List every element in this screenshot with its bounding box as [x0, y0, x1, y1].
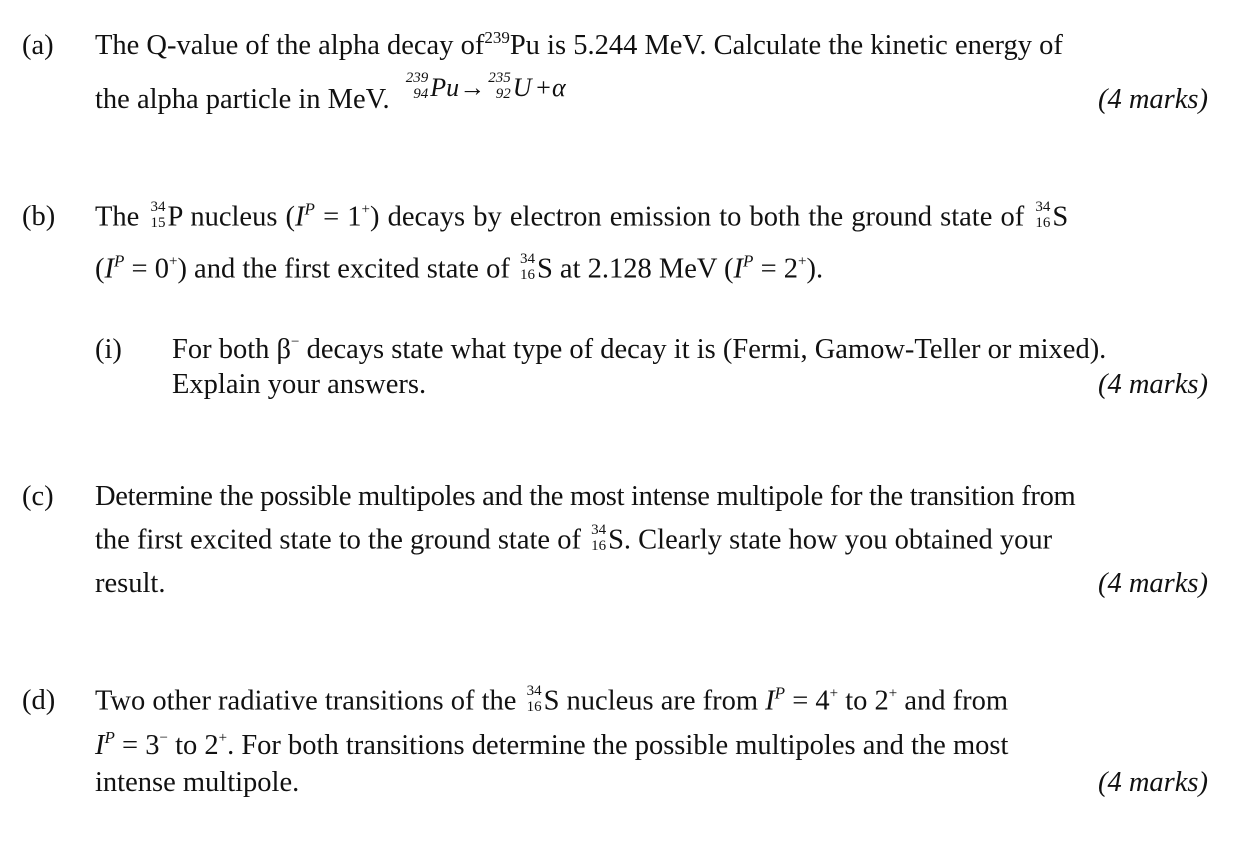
pu-symbol: Pu: [430, 73, 460, 102]
question-a-marks: (4 marks): [1097, 84, 1208, 115]
question-b-i-label: (i): [95, 334, 122, 365]
beta-minus-superscript: −: [291, 334, 300, 350]
s34-symbol-2: S: [536, 253, 553, 285]
spin-value-3: = 3: [122, 730, 160, 761]
s34-indices-2: [520, 251, 535, 283]
spin-value-2: = 2: [760, 253, 799, 285]
question-d-label: (d): [22, 685, 56, 716]
question-c-line2: [95, 522, 1053, 558]
parity-plus-4: +: [829, 685, 839, 702]
spin-parity-symbol: I: [295, 201, 305, 233]
and-from-text: and from: [904, 685, 1009, 717]
parity-plus-3: +: [798, 253, 807, 270]
s34-indices-3: [591, 522, 606, 554]
question-b-i-marks: (4 marks): [1097, 369, 1208, 400]
open-paren: (: [95, 253, 105, 285]
question-b-i-line1: [172, 336, 1106, 365]
question-d-line1-pre: Two other radiative transitions of the: [95, 685, 517, 717]
question-a-text-post: Pu is 5.244 MeV. Calculate the kinetic energy of: [509, 30, 1063, 61]
parity-superscript-2: P: [114, 251, 125, 271]
question-c-line2-post: . Clearly state how you obtained your: [623, 524, 1053, 556]
question-d-marks: (4 marks): [1097, 767, 1208, 798]
parity-superscript-5: P: [104, 728, 115, 747]
question-c-line2-pre: the first excited state to the ground state of: [95, 524, 581, 556]
s34-symbol-3: S: [608, 524, 624, 556]
alpha-decay-equation: [403, 70, 566, 103]
s34-indices: [1035, 199, 1050, 231]
s34-indices-4: [527, 683, 542, 715]
s34-mass-2: 34: [519, 251, 535, 267]
question-a-line2: [95, 70, 566, 118]
u-atomic-number: 92: [495, 86, 511, 103]
question-a-label: (a): [22, 30, 54, 61]
question-a-text-pre: The Q-value of the alpha decay of: [95, 30, 485, 61]
spin-value-4: = 4: [792, 685, 830, 717]
question-b-line2-mid: ) and the first excited state of: [177, 253, 510, 285]
parity-minus: −: [159, 730, 168, 746]
question-c-line3-text: result.: [95, 568, 166, 599]
s34-atomic-number: 16: [1035, 215, 1051, 231]
s34-symbol: S: [1052, 201, 1069, 233]
excited-state-energy: at 2.128 MeV (: [559, 253, 734, 285]
parity-plus-5: +: [888, 685, 898, 702]
to-2-text-2: to 2: [175, 730, 219, 761]
parity-superscript-3: P: [743, 251, 754, 271]
word-the: The: [95, 201, 140, 233]
s34-symbol-4: S: [543, 685, 560, 717]
s34-atomic-number-2: 16: [519, 267, 535, 283]
parity-plus-6: +: [218, 730, 228, 746]
s34-mass-4: 34: [526, 683, 542, 699]
spin-value-0: = 0: [131, 253, 169, 285]
s34-atomic-number-3: 16: [591, 538, 607, 554]
spin-parity-symbol-4: I: [765, 685, 775, 717]
parity-plus-2: +: [168, 253, 178, 270]
spin-parity-symbol-5: I: [95, 730, 105, 761]
s34-atomic-number-4: 16: [526, 699, 542, 715]
plus-alpha: +α: [534, 73, 566, 102]
spin-parity-symbol-2: I: [104, 253, 114, 285]
close-paren: ).: [806, 253, 824, 285]
question-d-line1-mid: nucleus are from: [566, 685, 759, 717]
question-b-i-line2-text: Explain your answers.: [172, 369, 427, 400]
pu-mass: 239: [405, 70, 429, 87]
s34-mass-3: 34: [591, 522, 607, 538]
u-mass: 235: [488, 70, 511, 87]
question-b-i-text-post: decays state what type of decay it is (Fermi, Gamow-Teller or mixed).: [306, 334, 1107, 365]
question-d-line1: [95, 683, 1009, 719]
question-d-line3: [95, 769, 299, 798]
question-d-line3-text: intense multipole.: [95, 767, 300, 798]
question-b-i-text-pre: For both β: [172, 334, 292, 365]
pu-atomic-number: 94: [413, 86, 429, 103]
u-symbol: U: [512, 73, 532, 102]
question-c-marks: (4 marks): [1097, 568, 1208, 599]
spin-value-1: = 1: [323, 201, 362, 233]
question-b-i-line2: [172, 371, 426, 400]
question-c-line3: [95, 570, 165, 599]
word-nucleus: nucleus (: [190, 201, 296, 233]
s34-mass: 34: [1035, 199, 1051, 215]
question-c-line1-text: Determine the possible multipoles and the most intense multipole for the transition from: [95, 481, 1076, 512]
parity-superscript-4: P: [774, 683, 786, 703]
question-c-label: (c): [22, 481, 54, 512]
question-d-line2: [95, 728, 1009, 761]
question-a-line1: [95, 28, 1063, 61]
parity-plus: +: [361, 201, 370, 218]
pu-mass-number: 239: [484, 28, 510, 47]
question-b-label: (b): [22, 201, 56, 232]
p34-atomic-number: 15: [150, 215, 166, 231]
pu-nuclide-indices: [406, 70, 429, 102]
parity-superscript: P: [304, 199, 315, 219]
question-a-line2-text: the alpha particle in MeV.: [95, 84, 390, 115]
u-nuclide-indices: [488, 70, 511, 102]
spin-parity-symbol-3: I: [733, 253, 744, 285]
arrow-symbol: →: [459, 73, 486, 102]
question-d-line2-post: . For both transitions determine the possible multipoles and the most: [227, 730, 1009, 761]
question-c-line1: [95, 483, 1075, 512]
p34-indices: [150, 199, 165, 231]
p34-symbol: P: [167, 201, 183, 233]
p34-mass: 34: [150, 199, 166, 215]
to-2-text: to 2: [845, 685, 889, 717]
question-b-line2: [95, 251, 824, 287]
question-b-line1: [95, 199, 1069, 235]
question-b-line1-mid: ) decays by electron emission to both the ground state of: [369, 201, 1025, 233]
